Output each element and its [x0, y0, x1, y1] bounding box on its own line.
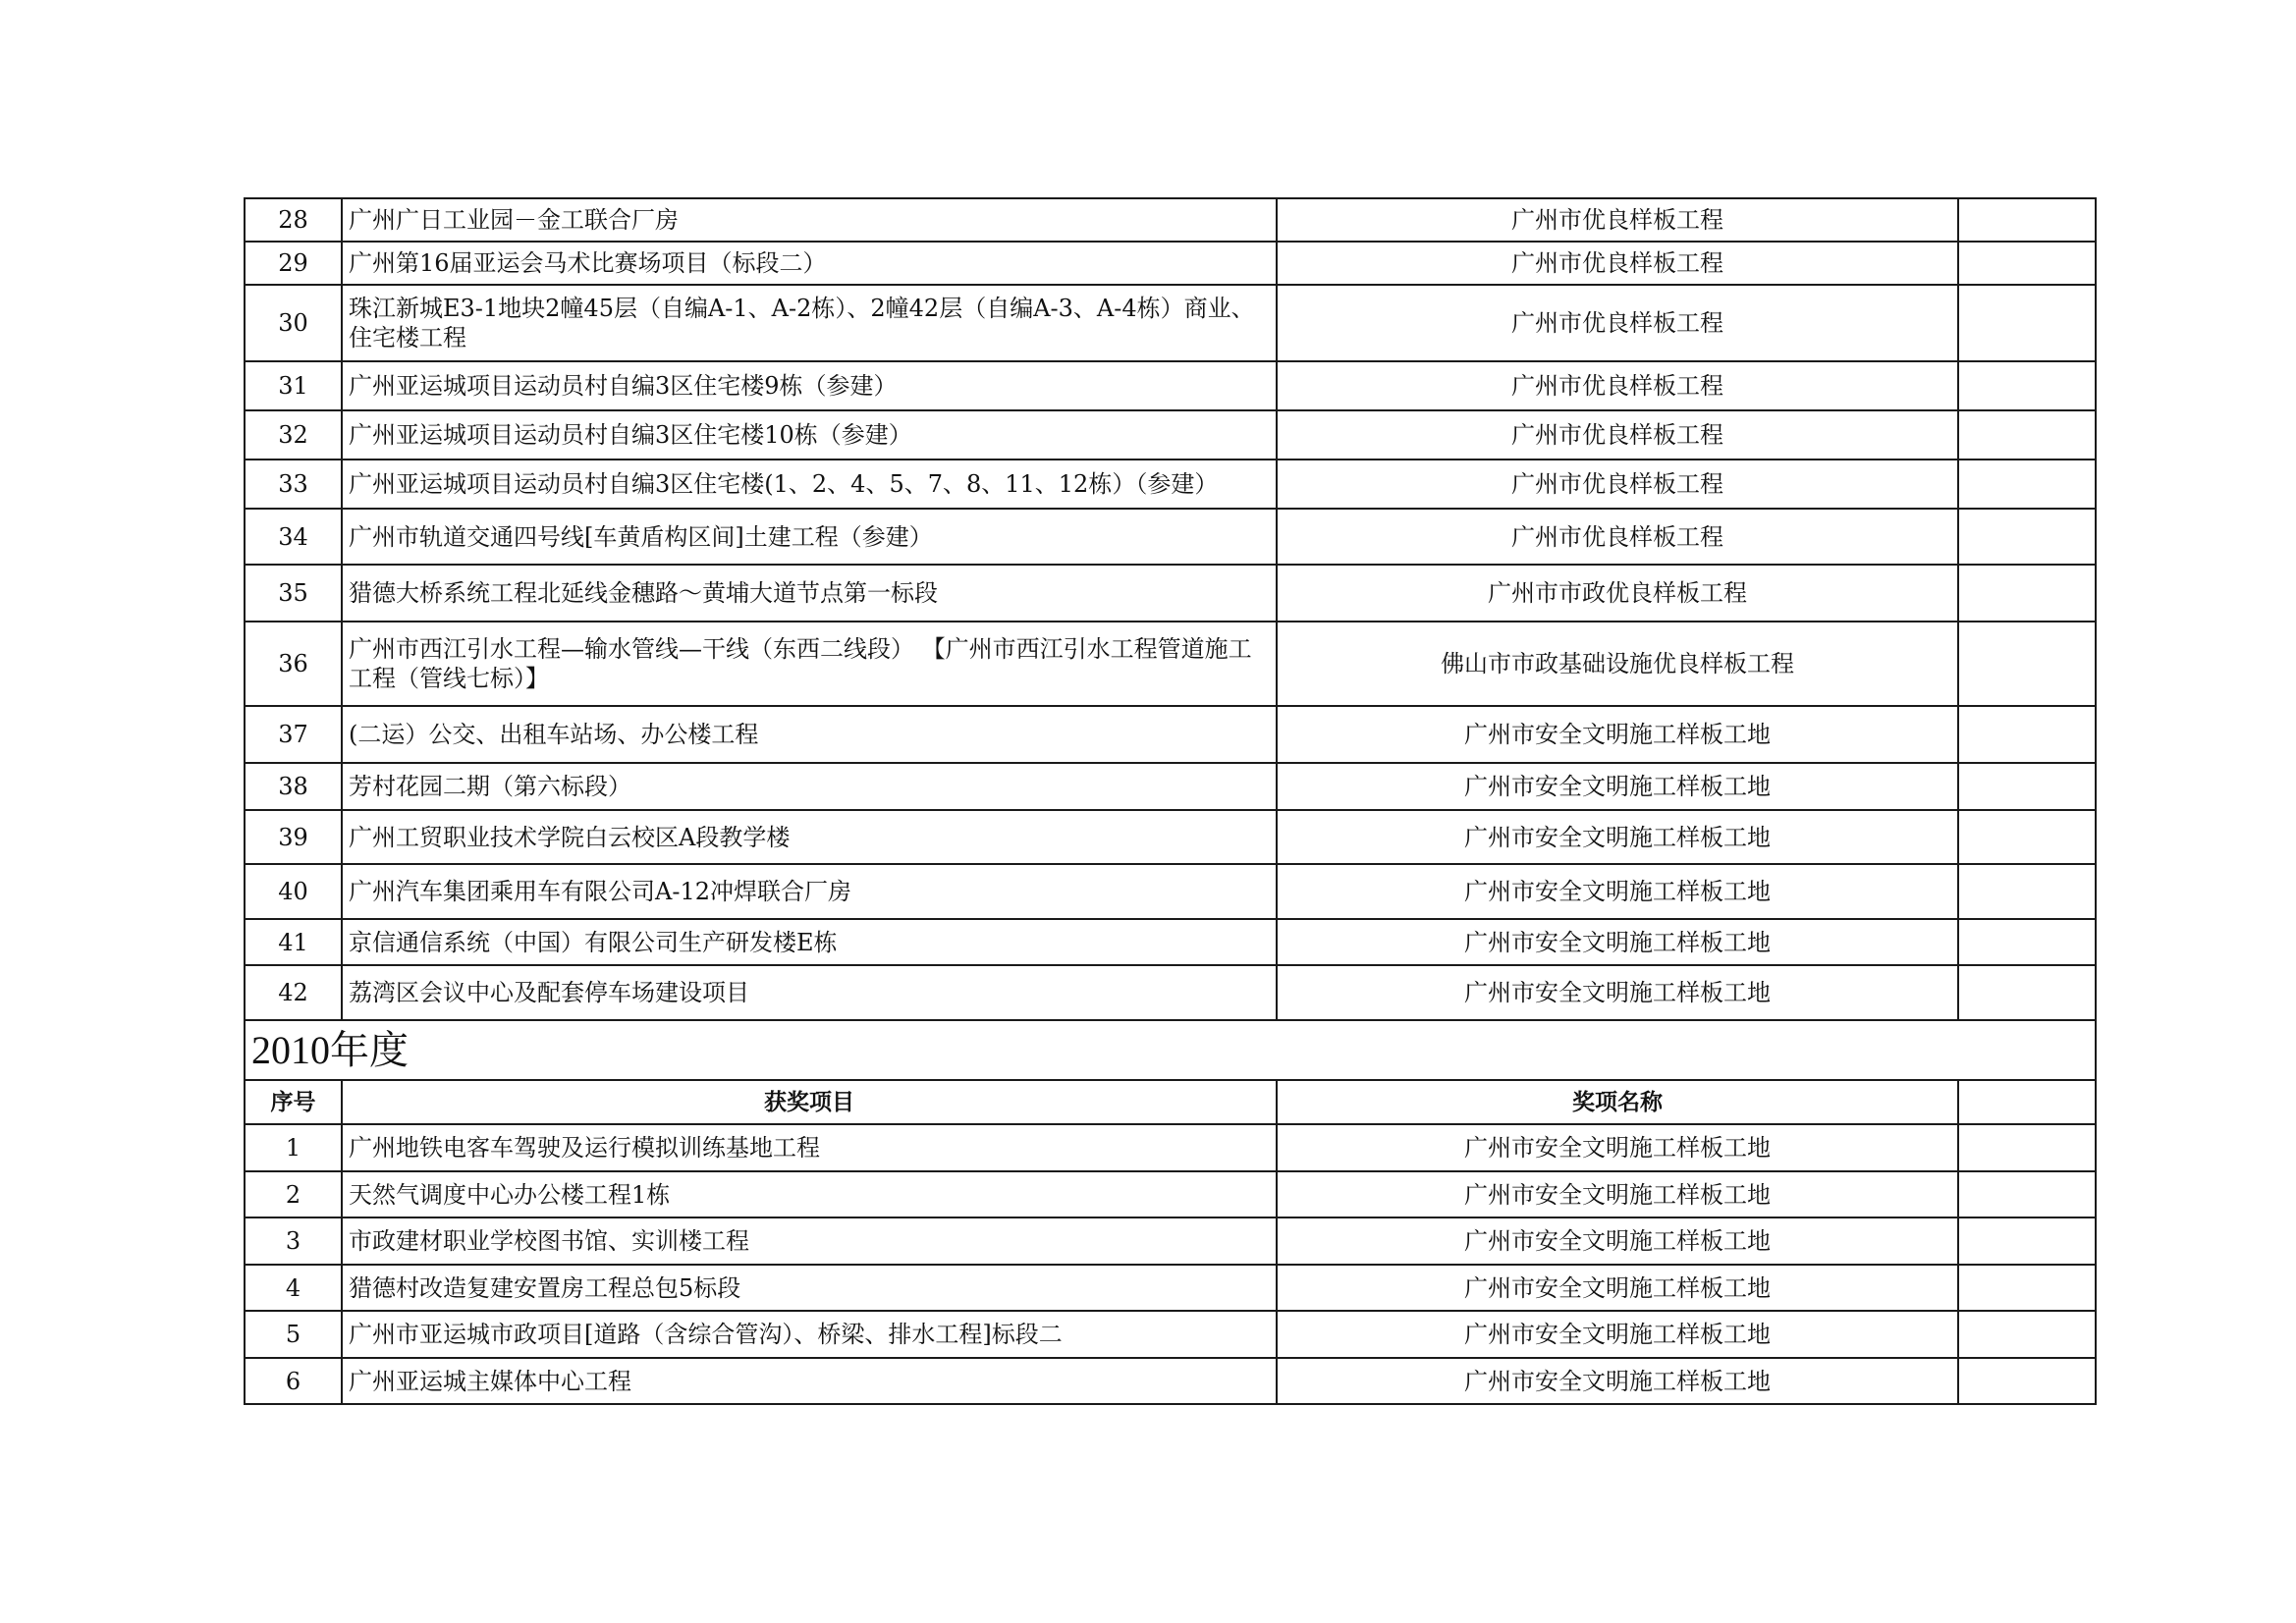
empty-cell [1958, 965, 2096, 1020]
row-number: 33 [245, 460, 342, 509]
empty-cell [1958, 919, 2096, 965]
empty-cell [1958, 242, 2096, 285]
row-number: 6 [245, 1358, 342, 1404]
empty-cell [1958, 285, 2096, 361]
table-row [245, 919, 2096, 965]
project-name: 广州亚运城项目运动员村自编3区住宅楼10栋（参建） [342, 410, 1277, 460]
empty-cell [1958, 509, 2096, 565]
project-name: 广州市西江引水工程—输水管线—干线（东西二线段） 【广州市西江引水工程管道施工工程（管线七标）】 [342, 622, 1277, 706]
empty-cell [1958, 1265, 2096, 1311]
table-row [245, 1217, 2096, 1265]
award-name: 广州市安全文明施工样板工地 [1277, 1311, 1958, 1358]
project-name: 珠江新城E3-1地块2幢45层（自编A-1、A-2栋）、2幢42层（自编A-3、A-4栋）商业、住宅楼工程 [342, 285, 1277, 361]
table-row [245, 1171, 2096, 1217]
table-row [245, 509, 2096, 565]
table-row [245, 1311, 2096, 1358]
award-name: 广州市安全文明施工样板工地 [1277, 1171, 1958, 1217]
empty-cell [1958, 864, 2096, 919]
award-name: 佛山市市政基础设施优良样板工程 [1277, 622, 1958, 706]
award-name: 广州市优良样板工程 [1277, 285, 1958, 361]
project-name: 芳村花园二期（第六标段） [342, 763, 1277, 810]
table-row [245, 965, 2096, 1020]
table-row [245, 460, 2096, 509]
empty-cell [1958, 706, 2096, 763]
table-header-row [245, 1080, 2096, 1124]
project-name: 广州工贸职业技术学院白云校区A段教学楼 [342, 810, 1277, 864]
award-name: 广州市市政优良样板工程 [1277, 565, 1958, 622]
row-number: 42 [245, 965, 342, 1020]
award-name: 广州市安全文明施工样板工地 [1277, 810, 1958, 864]
project-name: 广州市轨道交通四号线[车黄盾构区间]土建工程（参建） [342, 509, 1277, 565]
project-name: 广州汽车集团乘用车有限公司A-12冲焊联合厂房 [342, 864, 1277, 919]
empty-cell [1958, 410, 2096, 460]
table-row [245, 361, 2096, 410]
empty-cell [1958, 1217, 2096, 1265]
award-name: 广州市安全文明施工样板工地 [1277, 919, 1958, 965]
row-number: 39 [245, 810, 342, 864]
project-name: 京信通信系统（中国）有限公司生产研发楼E栋 [342, 919, 1277, 965]
table-row [245, 410, 2096, 460]
empty-cell [1958, 460, 2096, 509]
table-row [245, 706, 2096, 763]
table-row [245, 810, 2096, 864]
award-name: 广州市安全文明施工样板工地 [1277, 1217, 1958, 1265]
row-number: 38 [245, 763, 342, 810]
row-number: 32 [245, 410, 342, 460]
awards-table-body [245, 198, 2096, 1404]
project-name: 猎德大桥系统工程北延线金穗路～黄埔大道节点第一标段 [342, 565, 1277, 622]
empty-cell [1958, 361, 2096, 410]
table-row [245, 1358, 2096, 1404]
table-row [245, 198, 2096, 242]
table-row [245, 763, 2096, 810]
table-row [245, 864, 2096, 919]
project-name: 猎德村改造复建安置房工程总包5标段 [342, 1265, 1277, 1311]
table-row [245, 1124, 2096, 1171]
empty-cell [1958, 1311, 2096, 1358]
row-number: 2 [245, 1171, 342, 1217]
row-number: 4 [245, 1265, 342, 1311]
award-name: 广州市优良样板工程 [1277, 509, 1958, 565]
award-name: 广州市优良样板工程 [1277, 410, 1958, 460]
year-section-row [245, 1020, 2096, 1080]
row-number: 40 [245, 864, 342, 919]
project-name: 荔湾区会议中心及配套停车场建设项目 [342, 965, 1277, 1020]
project-name: 广州地铁电客车驾驶及运行模拟训练基地工程 [342, 1124, 1277, 1171]
empty-cell [1958, 1124, 2096, 1171]
empty-cell [1958, 763, 2096, 810]
header-award: 奖项名称 [1277, 1080, 1958, 1124]
award-name: 广州市优良样板工程 [1277, 242, 1958, 285]
award-name: 广州市安全文明施工样板工地 [1277, 965, 1958, 1020]
row-number: 1 [245, 1124, 342, 1171]
project-name: 广州亚运城主媒体中心工程 [342, 1358, 1277, 1404]
row-number: 31 [245, 361, 342, 410]
project-name: 广州市亚运城市政项目[道路（含综合管沟）、桥梁、排水工程]标段二 [342, 1311, 1277, 1358]
award-name: 广州市优良样板工程 [1277, 460, 1958, 509]
row-number: 35 [245, 565, 342, 622]
table-row [245, 1265, 2096, 1311]
empty-cell [1958, 1171, 2096, 1217]
award-name: 广州市安全文明施工样板工地 [1277, 1358, 1958, 1404]
row-number: 37 [245, 706, 342, 763]
row-number: 29 [245, 242, 342, 285]
award-name: 广州市安全文明施工样板工地 [1277, 763, 1958, 810]
year-title: 2010年度 [245, 1020, 2096, 1080]
award-name: 广州市安全文明施工样板工地 [1277, 1265, 1958, 1311]
row-number: 30 [245, 285, 342, 361]
project-name: (二运）公交、出租车站场、办公楼工程 [342, 706, 1277, 763]
awards-table [244, 197, 2097, 1405]
project-name: 天然气调度中心办公楼工程1栋 [342, 1171, 1277, 1217]
table-row [245, 622, 2096, 706]
row-number: 28 [245, 198, 342, 242]
row-number: 41 [245, 919, 342, 965]
project-name: 广州广日工业园－金工联合厂房 [342, 198, 1277, 242]
table-row [245, 285, 2096, 361]
empty-cell [1958, 565, 2096, 622]
project-name: 市政建材职业学校图书馆、实训楼工程 [342, 1217, 1277, 1265]
header-empty-cell [1958, 1080, 2096, 1124]
project-name: 广州亚运城项目运动员村自编3区住宅楼(1、2、4、5、7、8、11、12栋）（参建） [342, 460, 1277, 509]
empty-cell [1958, 622, 2096, 706]
header-number: 序号 [245, 1080, 342, 1124]
row-number: 5 [245, 1311, 342, 1358]
empty-cell [1958, 198, 2096, 242]
header-project: 获奖项目 [342, 1080, 1277, 1124]
award-name: 广州市安全文明施工样板工地 [1277, 864, 1958, 919]
project-name: 广州第16届亚运会马术比赛场项目（标段二） [342, 242, 1277, 285]
empty-cell [1958, 810, 2096, 864]
award-name: 广州市安全文明施工样板工地 [1277, 1124, 1958, 1171]
award-name: 广州市安全文明施工样板工地 [1277, 706, 1958, 763]
award-name: 广州市优良样板工程 [1277, 198, 1958, 242]
project-name: 广州亚运城项目运动员村自编3区住宅楼9栋（参建） [342, 361, 1277, 410]
row-number: 34 [245, 509, 342, 565]
award-name: 广州市优良样板工程 [1277, 361, 1958, 410]
row-number: 36 [245, 622, 342, 706]
row-number: 3 [245, 1217, 342, 1265]
empty-cell [1958, 1358, 2096, 1404]
table-row [245, 242, 2096, 285]
table-row [245, 565, 2096, 622]
